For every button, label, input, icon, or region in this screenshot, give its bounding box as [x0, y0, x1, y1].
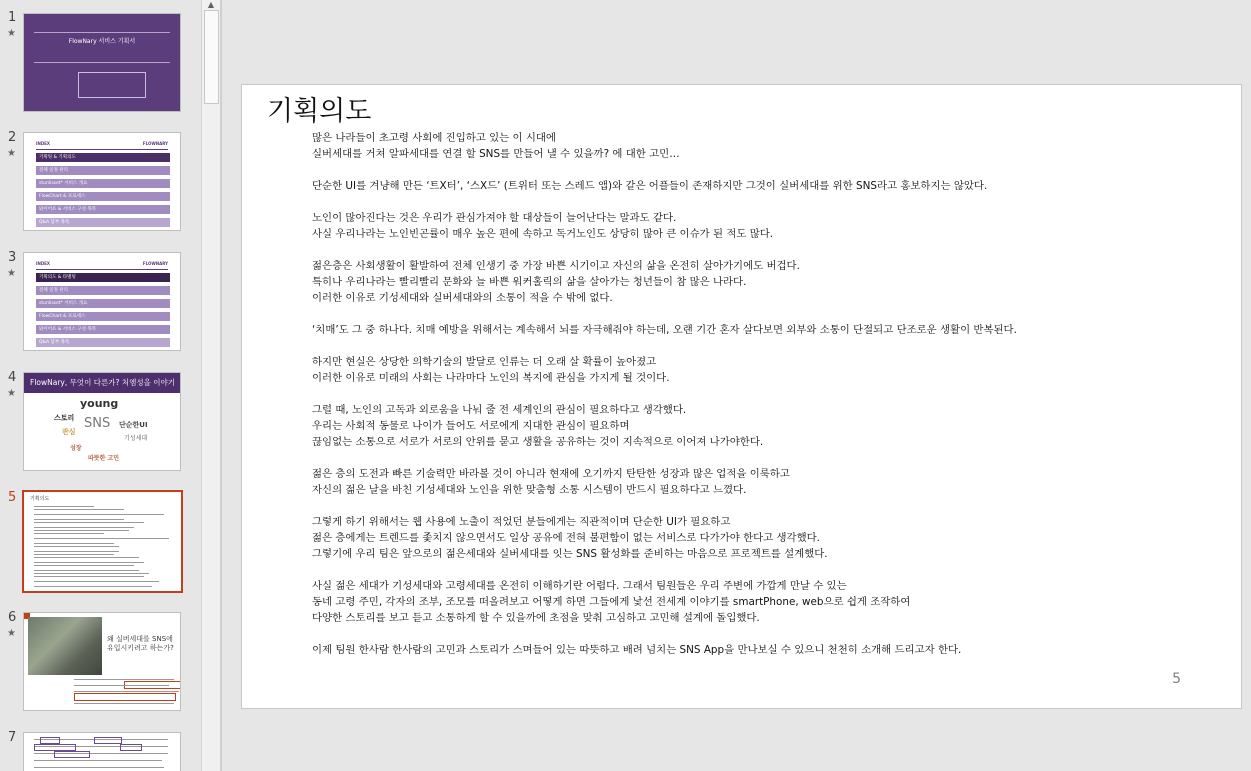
text-line	[34, 522, 144, 523]
body-paragraph	[312, 578, 1232, 626]
body-line: 자신의 젊은 날을 바친 기성세대와 노인을 위한 맞춤형 소통 시스템이 반드시 필요하다고 느꼈다.	[312, 484, 747, 496]
slide-thumbnail-7[interactable]	[23, 732, 181, 771]
index-item: stunlisset* 서비스 개요	[36, 179, 170, 188]
text-line	[34, 565, 134, 566]
slide-thumbnail-3[interactable]	[23, 252, 181, 351]
slide-number-1: 1	[8, 10, 17, 25]
slide-number-5: 5	[8, 490, 17, 505]
text-line	[34, 519, 124, 520]
text-line	[34, 557, 139, 558]
animation-star-icon: ★	[7, 28, 16, 39]
body-paragraph	[312, 178, 1232, 194]
word-cloud-word: SNS	[84, 416, 111, 431]
index-item: 기획팅 & 기획의도	[36, 153, 170, 162]
thumbnail-title: 왜 실버세대를 SNS에 유입시키려고 하는가?	[107, 635, 174, 652]
index-item: FlowChart & 프로세스	[36, 192, 170, 201]
word-cloud-word: 따뜻한 고민	[88, 455, 120, 462]
text-line	[34, 554, 114, 555]
animation-star-icon: ★	[7, 268, 16, 279]
body-paragraph	[312, 642, 1232, 658]
text-line	[34, 530, 129, 531]
body-paragraph	[312, 514, 1232, 562]
body-line: 하지만 현실은 상당한 의학기술의 발달로 인류는 더 오래 살 확률이 높아졌고	[312, 356, 657, 368]
body-paragraph	[312, 402, 1232, 450]
text-line	[34, 760, 162, 761]
index-item: 와이어프 & 서비스 구성 목록	[36, 205, 170, 214]
text-line	[34, 581, 159, 582]
body-line: 그렇게 하기 위해서는 웹 사용에 노출이 적었던 분들에게는 직관적이며 단순한 UI가 필요하고	[312, 516, 731, 528]
body-paragraph	[312, 322, 1232, 338]
body-line: 단순한 UI를 겨냥해 만든 ‘트X터’, ‘스X드’ (트위터 또는 스레드 앱)와 같은 어플들이 존재하지만 그것이 실버세대를 위한 SNS라고 홍보하지는 않았다.	[312, 180, 988, 192]
highlight-box	[94, 737, 122, 744]
index-item: 와이어프 & 서비스 구성 목록	[36, 325, 170, 334]
index-item: Q&A 담부 목록	[36, 218, 170, 227]
scroll-up-arrow-icon[interactable]: ▲	[207, 0, 215, 9]
body-paragraph	[312, 466, 1232, 498]
slide-thumbnail-6[interactable]	[23, 612, 181, 711]
index-header	[36, 141, 168, 150]
body-line: 그럴 때, 노인의 고독과 외로움을 나눠 줄 전 세계인의 관심이 필요하다고 생각했다.	[312, 404, 687, 416]
text-line	[74, 691, 179, 692]
index-item: Q&A 담부 목록	[36, 338, 170, 347]
divider	[34, 62, 170, 63]
thumbnail-title: FlowNary, 무엇이 다른가? 처엠성을 이야기하다.	[24, 373, 180, 393]
highlight-box	[40, 737, 60, 744]
brand-label: FLOWNARY	[142, 141, 168, 146]
slide-canvas[interactable]	[241, 84, 1242, 709]
index-item: FlowChart & 프로세스	[36, 312, 170, 321]
animation-star-icon: ★	[7, 388, 16, 399]
index-item: stunlisset* 서비스 개요	[36, 299, 170, 308]
slide-number: 5	[1172, 671, 1181, 687]
pane-divider[interactable]	[220, 0, 222, 771]
text-line	[34, 576, 144, 577]
body-line: 실버세대를 거쳐 알파세대를 연결 할 SNS를 만들어 낼 수 있을까? 에 대한 고민…	[312, 148, 680, 160]
index-label: INDEX	[36, 141, 50, 146]
slide-thumbnail-1[interactable]	[23, 13, 181, 112]
highlight-box	[34, 744, 76, 751]
scrollbar-thumb[interactable]	[204, 10, 219, 104]
body-line: 우리는 사회적 동물로 나이가 들어도 서로에게 지대한 관심이 필요하며	[312, 420, 630, 432]
body-line: 사실 우리나라는 노인빈곤률이 매우 높은 편에 속하고 독거노인도 상당히 많아 큰 이슈가 된 적도 많다.	[312, 228, 774, 240]
slide-number-2: 2	[8, 130, 17, 145]
photo-image	[28, 617, 102, 675]
word-cloud-word: 기성세대	[124, 435, 148, 442]
text-line	[34, 527, 134, 528]
body-paragraph	[312, 258, 1232, 306]
text-line	[34, 586, 152, 587]
slide-number-4: 4	[8, 370, 17, 385]
animation-star-icon: ★	[7, 148, 16, 159]
text-line	[34, 533, 104, 534]
slide-body-text[interactable]	[312, 130, 1232, 674]
body-line: 젊은층은 사회생활이 활발하여 전체 인생기 중 가장 바쁜 시기이고 자신의 삶을 온전히 살아가기에도 버겁다.	[312, 260, 800, 272]
text-line	[34, 543, 114, 544]
body-line: 젊은 층에게는 트렌드를 좇치지 않으면서도 일상 공유에 전혀 불편함이 없는 서비스로 다가가야 한다고 생각했다.	[312, 532, 820, 544]
animation-star-icon: ★	[7, 628, 16, 639]
index-label: INDEX	[36, 261, 50, 266]
word-cloud-word: 관심	[62, 428, 76, 436]
body-paragraph	[312, 354, 1232, 386]
word-cloud-word: 단순한UI	[119, 421, 148, 429]
index-item: 전체 일정 관리	[36, 166, 170, 175]
thumbnail-info-box	[78, 72, 146, 98]
body-paragraph	[312, 210, 1232, 242]
word-cloud-word: 스토리	[54, 414, 75, 422]
text-line	[34, 767, 164, 768]
text-line	[34, 546, 119, 547]
divider	[34, 32, 170, 33]
brand-label: FLOWNARY	[142, 261, 168, 266]
slide-title[interactable]: 기획의도	[267, 96, 372, 127]
body-line: 동네 고령 주민, 각자의 조부, 조모를 떠올려보고 어떻게 하면 그들에게 낯선 전세계 이야기를 smartPhone, web으로 쉽게 조작하여	[312, 596, 911, 608]
thumbnail-scrollbar[interactable]	[201, 0, 220, 771]
body-line: 이러한 이유로 기성세대와 실버세대와의 소통이 적을 수 밖에 없다.	[312, 292, 613, 304]
text-line	[74, 703, 174, 704]
slide-thumbnail-5[interactable]	[22, 490, 183, 593]
body-line: 노인이 많아진다는 것은 우리가 관심가져야 할 대상들이 늘어난다는 말과도 같다.	[312, 212, 677, 224]
text-line	[34, 562, 144, 563]
text-line	[34, 573, 149, 574]
highlight-box	[54, 751, 90, 758]
body-line: 이제 팀원 한사람 한사람의 고민과 스토리가 스며들어 있는 따뜻하고 배려 넘치는 SNS App을 만나보실 수 있으니 천천히 소개해 드리고자 한다.	[312, 644, 962, 656]
thumbnail-title: 기획의도	[30, 496, 50, 502]
body-line: 이러한 이유로 미래의 사회는 나라마다 노인의 복지에 관심을 가지게 될 것이다.	[312, 372, 670, 384]
index-item: 기획의도 & 타멜팅	[36, 273, 170, 282]
text-line	[34, 509, 124, 510]
body-paragraph	[312, 130, 1232, 162]
body-line: 젊은 층의 도전과 빠른 기술력만 바라볼 것이 아니라 현재에 오기까지 탄탄한 성장과 많은 업적을 이룩하고	[312, 468, 790, 480]
slide-number-3: 3	[8, 250, 17, 265]
body-line: 특히나 우리나라는 빨리빨리 문화와 늘 바쁜 워커홀릭의 삶을 살아가는 청년들이 참 많은 나라다.	[312, 276, 747, 288]
slide-thumbnail-2[interactable]	[23, 132, 181, 231]
slide-thumbnail-pane	[0, 0, 200, 771]
text-line	[34, 506, 94, 507]
text-line	[74, 685, 169, 686]
body-line: 다양한 스토리를 보고 듣고 소통하게 할 수 있을까에 초점을 맞춰 고심하고 고민해 설계에 돌입했다.	[312, 612, 760, 624]
text-line	[34, 551, 119, 552]
body-line: 많은 나라들이 초고령 사회에 진입하고 있는 이 시대에	[312, 132, 556, 144]
highlight-box	[74, 693, 176, 701]
slide-thumbnail-4[interactable]	[23, 372, 181, 471]
word-cloud-word: 성장	[70, 445, 82, 452]
thumbnail-title: FlowNary 서비스 기획서	[68, 38, 136, 45]
word-cloud-word: young	[80, 397, 119, 410]
highlight-box	[120, 744, 142, 751]
body-line: ‘치매’도 그 중 하나다. 치매 예방을 위해서는 계속해서 뇌를 자극해줘야 하는데, 오랜 기간 혼자 살다보면 외부와 소통이 단절되고 단조로운 생활이 반복된다.	[312, 324, 1017, 336]
slide-number-6: 6	[8, 610, 17, 625]
index-header	[36, 261, 168, 270]
index-item: 전체 일정 관리	[36, 286, 170, 295]
text-line	[34, 538, 169, 539]
text-line	[74, 679, 174, 680]
body-line: 끊임없는 소통으로 서로가 서로의 안위를 묻고 생활을 공유하는 것이 지속적으로 이어져 나가야한다.	[312, 436, 764, 448]
slide-number-7: 7	[8, 730, 17, 745]
text-line	[34, 514, 164, 515]
body-line: 사실 젊은 세대가 기성세대와 고령세대를 온전히 이해하기란 어렵다. 그래서 팀원들은 우리 주변에 가깝게 만날 수 있는	[312, 580, 847, 592]
body-line: 그렇기에 우리 팀은 앞으로의 젊은세대와 실버세대를 잇는 SNS 활성화를 준비하는 마음으로 프로젝트를 설계했다.	[312, 548, 828, 560]
text-line	[34, 570, 139, 571]
